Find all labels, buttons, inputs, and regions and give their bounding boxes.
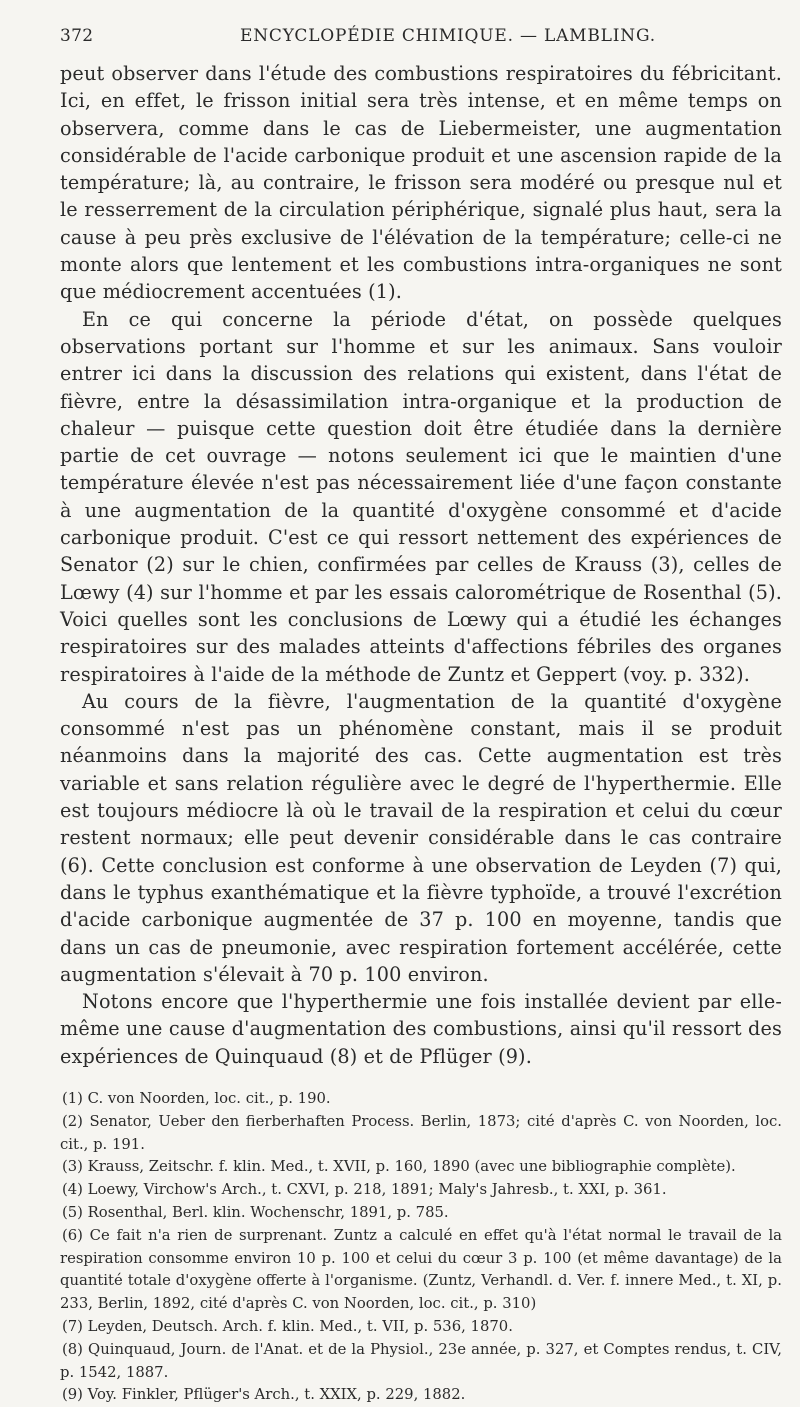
page-number: 372: [60, 26, 94, 46]
footnote-5: (5) Rosenthal, Berl. klin. Wochenschr, 1891, p. 785.: [62, 1203, 449, 1221]
paragraph-4: Notons encore que l'hyperthermie une fois installée devient par elle-même une cause d'augmentation des combustions, ainsi qu'il ressort des expériences de Quinquaud (8) et de Pflüger (9).: [60, 990, 782, 1068]
footnote-6: (6) Ce fait n'a rien de surprenant. Zuntz a calculé en effet qu'à l'état normal le travail de la respiration consomme environ 10 p. 100 et celui du cœur 3 p. 100 (et même davantage) de la quantité totale d'oxygène offerte à l'organisme. (Zuntz, Verhandl. d. Ver. f. innere Med., t. XI, p. 233, Berlin, 1892, cité d'après C. von Noorden, loc. cit., p. 310): [60, 1226, 782, 1313]
footnote-2: (2) Senator, Ueber den fierberhaften Process. Berlin, 1873; cité d'après C. von Noorden, loc. cit., p. 191.: [60, 1112, 782, 1153]
paragraph-3: Au cours de la fièvre, l'augmentation de la quantité d'oxygène consommé n'est pas un phénomène constant, mais il se produit néanmoins dans la majorité des cas. Cette augmentation est très variable et sans relation régulière avec le degré de l'hyperthermie. Elle est toujours médiocre là où le travail de la respiration et celui du cœur restent normaux; elle peut devenir considérable dans le cas contraire (6). Cette conclusion est conforme à une observation de Leyden (7) qui, dans le typhus exanthématique et la fièvre typhoïde, a trouvé l'excrétion d'acide carbonique augmentée de 37 p. 100 en moyenne, tandis que dans un cas de pneumonie, avec respiration fortement accélérée, cette augmentation s'élevait à 70 p. 100 environ.: [60, 689, 782, 986]
running-head: [60, 26, 782, 60]
footnote-1: (1) C. von Noorden, loc. cit., p. 190.: [62, 1089, 331, 1107]
footnote-9: (9) Voy. Finkler, Pflüger's Arch., t. XXIX, p. 229, 1882.: [62, 1386, 466, 1404]
paragraph-2: En ce qui concerne la période d'état, on possède quelques observations portant sur l'homme et sur les animaux. Sans vouloir entrer ici dans la discussion des relations qui existent, dans l'état de fièvre, entre la désassimilation intra-organique et la production de chaleur — puisque cette question doit être étudiée dans la dernière partie de cet ouvrage — notons seulement ici que le maintien d'une température élevée n'est pas nécessairement liée d'une façon constante à une augmentation de la quantité d'oxygène consommé et d'acide carbonique produit. C'est ce qui ressort nettement des expériences de Senator (2) sur le chien, confirmées par celles de Krauss (3), celles de Lœwy (4) sur l'homme et par les essais calorométrique de Rosenthal (5). Voici quelles sont les conclusions de Lœwy qui a étudié les échanges respiratoires sur des malades atteints d'affections fébriles des organes respiratoires à l'aide de la méthode de Zuntz et Geppert (voy. p. 332).: [60, 307, 782, 686]
footnotes: [60, 1088, 782, 1407]
footnote-3: (3) Krauss, Zeitschr. f. klin. Med., t. XVII, p. 160, 1890 (avec une bibliographie complète).: [62, 1158, 736, 1176]
footnote-4: (4) Loewy, Virchow's Arch., t. CXVI, p. 218, 1891; Maly's Jahresb., t. XXI, p. 361.: [62, 1181, 667, 1199]
footnote-8: (8) Quinquaud, Journ. de l'Anat. et de la Physiol., 23e année, p. 327, et Comptes rendus, t. CIV, p. 1542, 1887.: [60, 1340, 782, 1381]
paragraph-1: peut observer dans l'étude des combustions respiratoires du fébricitant. Ici, en effet, le frisson initial sera très intense, et en même temps on observera, comme dans le cas de Liebermeister, une augmentation considérable de l'acide carbonique produit et une ascension rapide de la température; là, au contraire, le frisson sera modéré ou presque nul et le resserrement de la circulation périphérique, signalé plus haut, sera la cause à peu près exclusive de l'élévation de la température; celle-ci ne monte alors que lentement et les combustions intra-organiques ne sont que médiocrement accentuées (1).: [60, 62, 782, 304]
running-title: ENCYCLOPÉDIE CHIMIQUE. — LAMBLING.: [240, 26, 656, 46]
footnote-7: (7) Leyden, Deutsch. Arch. f. klin. Med., t. VII, p. 536, 1870.: [62, 1317, 513, 1335]
body-text: [60, 60, 782, 1070]
